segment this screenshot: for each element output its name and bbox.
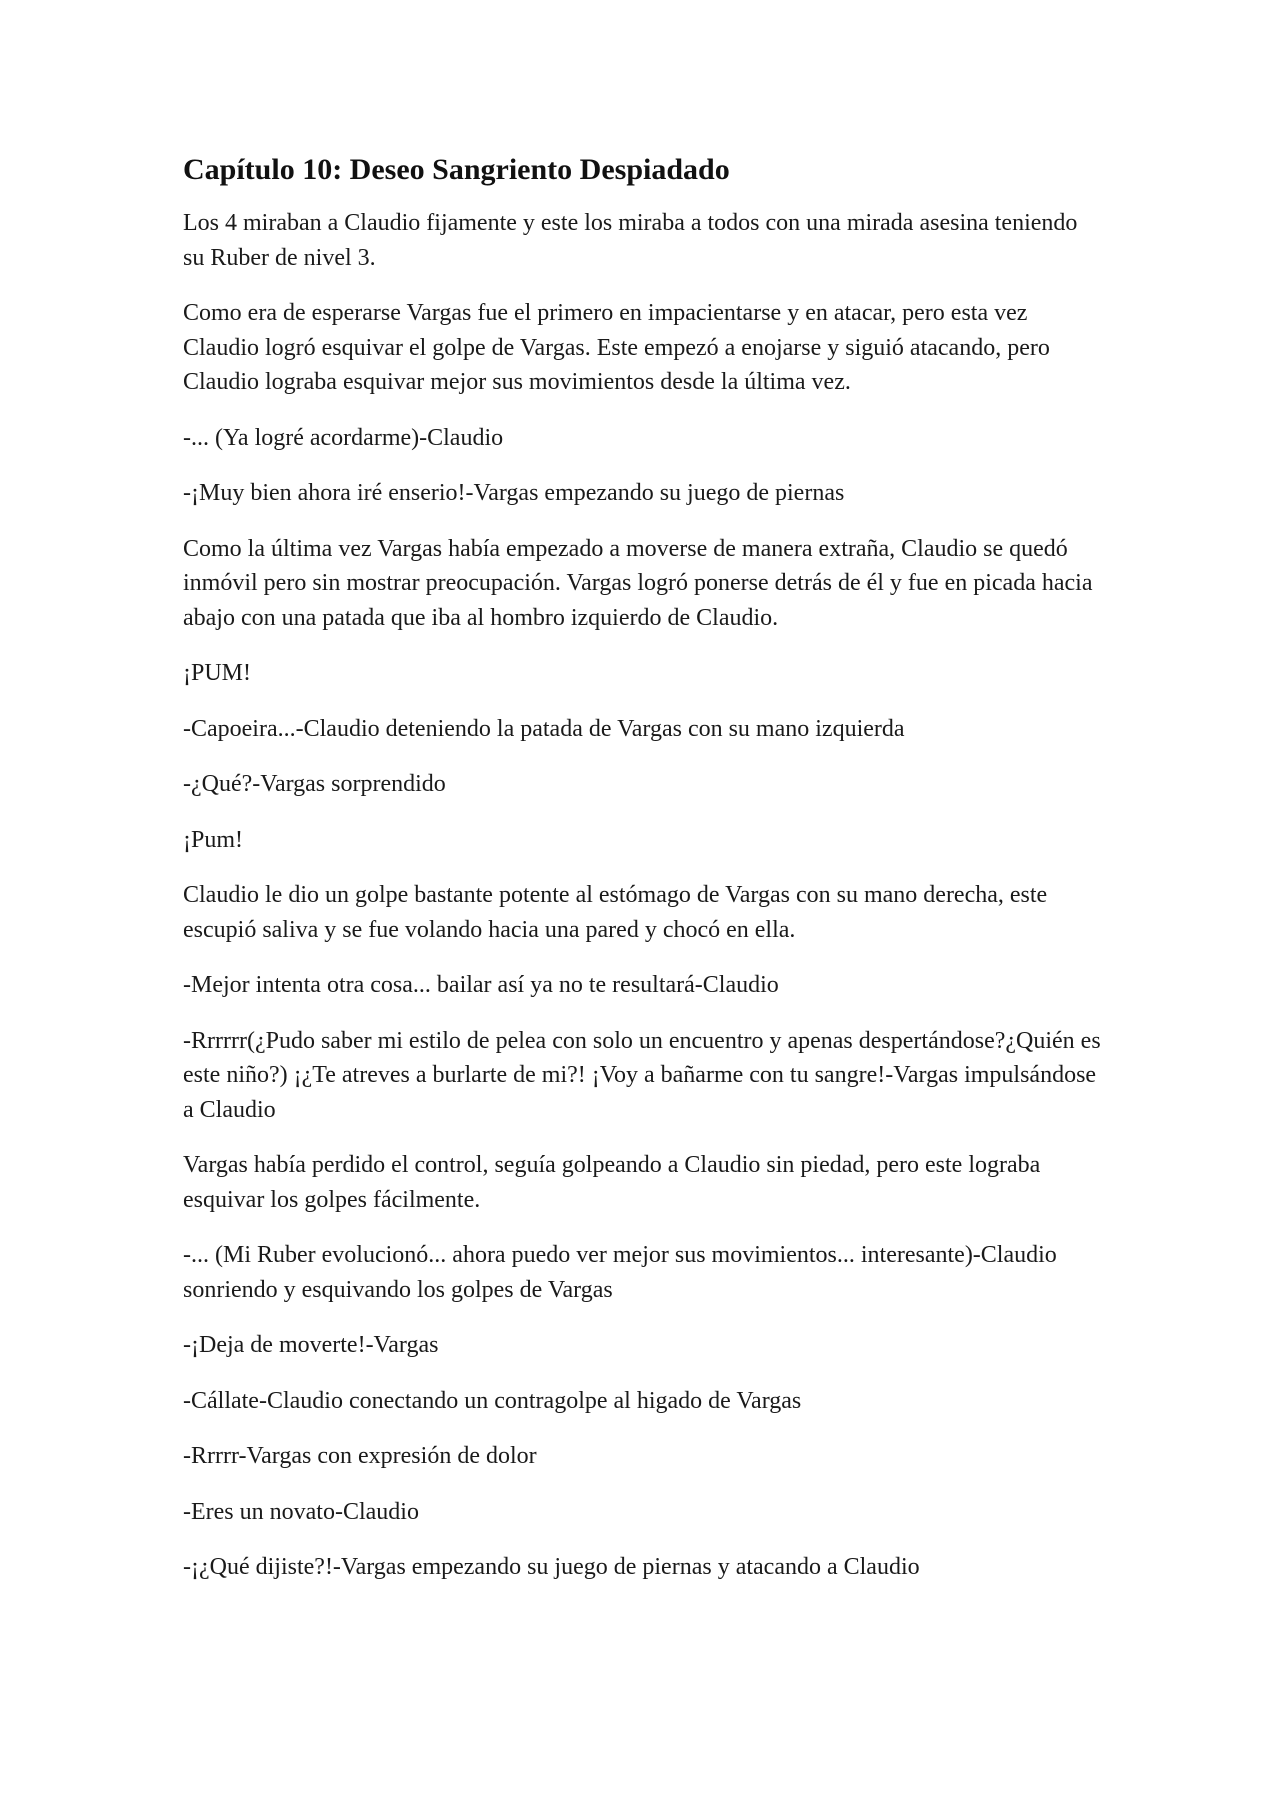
dialogue-line: -¡Deja de moverte!-Vargas (183, 1332, 439, 1358)
dialogue-line: -¡Muy bien ahora iré enserio!-Vargas empezando su juego de piernas (183, 480, 845, 506)
paragraph: Como era de esperarse Vargas fue el primero en impacientarse y en atacar, pero esta vez Claudio logró esquivar el golpe de Vargas. Este empezó a enojarse y siguió atacando, pero Claudio lograba esquivar mejor sus movimientos desde la última vez. (183, 300, 1050, 395)
dialogue-line: -¡¿Qué dijiste?!-Vargas empezando su juego de piernas y atacando a Claudio (183, 1554, 920, 1580)
dialogue-line: -Rrrrr-Vargas con expresión de dolor (183, 1443, 537, 1469)
paragraph: Como la última vez Vargas había empezado a moverse de manera extraña, Claudio se quedó inmóvil pero sin mostrar preocupación. Vargas logró ponerse detrás de él y fue en picada hacia abajo con una patada que iba al hombro izquierdo de Claudio. (183, 535, 1093, 631)
dialogue-line: -Rrrrrr(¿Pudo saber mi estilo de pelea con solo un encuentro y apenas despertándose?¿Quién es este niño?) ¡¿Te atreves a burlarte de mi?! ¡Voy a bañarme con tu sangre!-Vargas impulsándose a Claudio (183, 1027, 1101, 1123)
paragraph: Vargas había perdido el control, seguía golpeando a Claudio sin piedad, pero este lograba esquivar los golpes fácilmente. (183, 1152, 1041, 1213)
dialogue-line: -... (Mi Ruber evolucionó... ahora puedo ver mejor sus movimientos... interesante)-Claudio sonriendo y esquivando los golpes de Vargas (183, 1242, 1057, 1303)
paragraph: Claudio le dio un golpe bastante potente al estómago de Vargas con su mano derecha, este escupió saliva y se fue volando hacia una pared y chocó en ella. (183, 882, 1048, 943)
dialogue-line: -Cállate-Claudio conectando un contragolpe al higado de Vargas (183, 1387, 802, 1414)
dialogue-line: -¿Qué?-Vargas sorprendido (183, 771, 446, 797)
document-body (183, 150, 1103, 1606)
sound-effect: ¡PUM! (183, 660, 252, 686)
dialogue-line: -Mejor intenta otra cosa... bailar así ya no te resultará-Claudio (183, 972, 779, 998)
paragraph: Los 4 miraban a Claudio fijamente y este los miraba a todos con una mirada asesina teniendo su Ruber de nivel 3. (183, 210, 1078, 271)
dialogue-line: -... (Ya logré acordarme)-Claudio (183, 424, 504, 451)
dialogue-line: -Eres un novato-Claudio (183, 1498, 419, 1525)
chapter-title: Capítulo 10: Deseo Sangriento Despiadado (183, 153, 730, 186)
dialogue-line: -Capoeira...-Claudio deteniendo la patada de Vargas con su mano izquierda (183, 715, 905, 742)
sound-effect: ¡Pum! (183, 826, 243, 853)
